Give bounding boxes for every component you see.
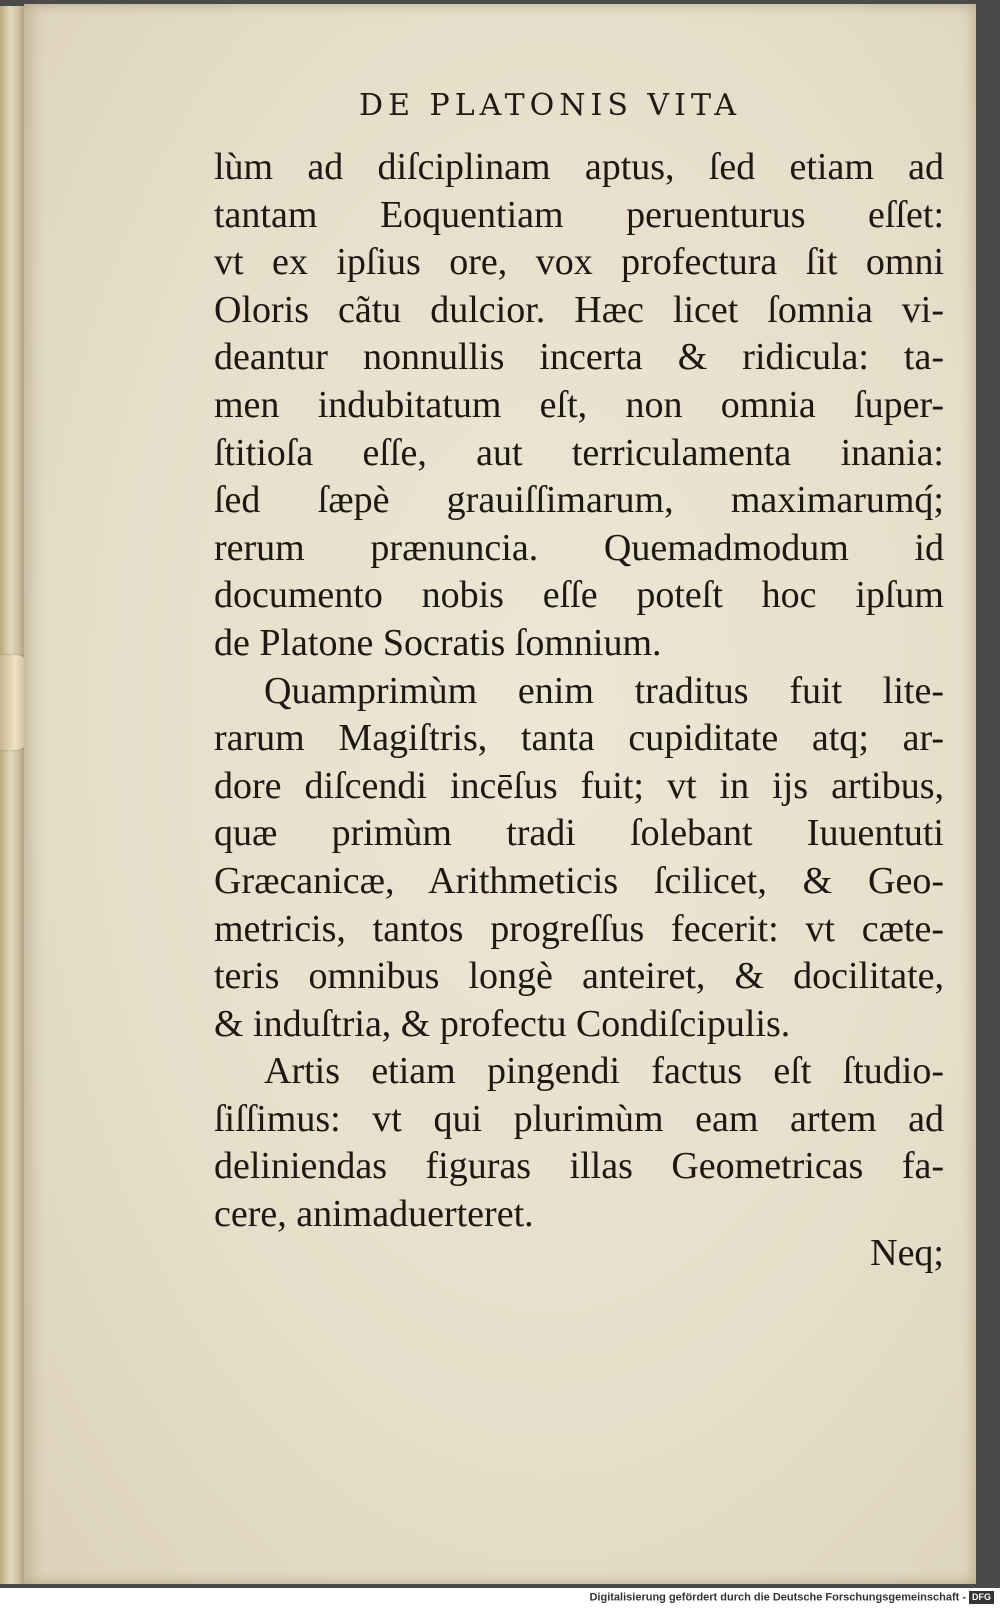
text-line: ſiſſimus: vt qui plurimùm eam artem ad <box>214 1097 944 1140</box>
text-line: dore diſcendi incēſus fuit; vt in ijs artibus, <box>214 764 944 807</box>
text-line: Oloris cãtu dulcior. Hæc licet ſomnia vi- <box>214 288 944 331</box>
text-line: rarum Magiſtris, tanta cupiditate atq; ar- <box>214 717 944 760</box>
book-fore-edge <box>0 6 26 1584</box>
text-line: deantur nonnullis incerta & ridicula: ta- <box>214 336 944 379</box>
text-line: Artis etiam pingendi factus eſt ſtudio- <box>264 1050 944 1093</box>
text-line: men indubitatum eſt, non omnia ſuper- <box>214 383 944 426</box>
text-line: tantam Eoquentiam peruenturus eſſet: <box>214 193 944 236</box>
text-line: & induſtria, & profectu Condiſcipulis. <box>214 1002 791 1045</box>
body-text <box>214 144 944 1239</box>
page-paper <box>24 4 976 1584</box>
text-line: Græcanicæ, Arithmeticis ſcilicet, & Geo- <box>214 859 944 902</box>
footer-credit-text: Digitalisierung gefördert durch die Deutsche Forschungsgemeinschaft - <box>589 1591 966 1604</box>
text-line: documento nobis eſſe poteſt hoc ipſum <box>214 574 944 617</box>
text-line: metricis, tantos progreſſus fecerit: vt cæte- <box>214 907 944 950</box>
text-line: teris omnibus longè anteiret, & docilitate, <box>214 955 944 998</box>
dfg-logo: DFG <box>969 1591 994 1604</box>
text-line: ſed ſæpè grauiſſimarum, maximarumq́; <box>214 479 944 522</box>
text-line: ſtitioſa eſſe, aut terriculamenta inania: <box>214 431 944 474</box>
footer-credit <box>589 1591 994 1604</box>
text-line: cere, animaduerteret. <box>214 1193 534 1236</box>
text-line: lùm ad diſciplinam aptus, ſed etiam ad <box>214 146 944 188</box>
catchword: Neq; <box>870 1232 944 1274</box>
text-line: vt ex ipſius ore, vox profectura ſit omni <box>214 241 944 284</box>
text-line: de Platone Socratis ſomnium. <box>214 621 662 664</box>
text-line: Quamprimùm enim traditus fuit lite- <box>264 669 944 712</box>
text-line: rerum prænuncia. Quemadmodum id <box>214 526 944 569</box>
running-head: DE PLATONIS VITA <box>359 88 741 123</box>
text-line: quæ primùm tradi ſolebant Iuuentuti <box>214 812 944 855</box>
digitization-footer <box>0 1588 1000 1610</box>
text-line: deliniendas figuras illas Geometricas fa- <box>214 1145 944 1188</box>
